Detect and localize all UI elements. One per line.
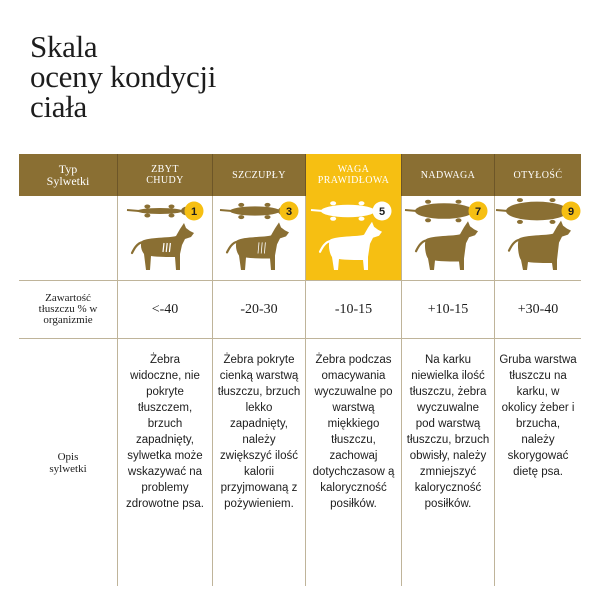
dog-top-view: [127, 205, 193, 218]
description-text-1: Żebra widoczne, nie pokryte tłuszczem, brzuch zapadnięty, sylwetka może wskazywać na problemy zdrowotne psa.: [126, 354, 204, 510]
score-badge-text: 7: [474, 206, 482, 218]
dog-side-view: [509, 221, 571, 270]
fat-label: [19, 281, 118, 338]
dog-figure-3: [306, 196, 401, 280]
dog-silhouette-svg: [118, 196, 212, 280]
header-col-4: [402, 154, 495, 196]
description-5: [495, 339, 581, 586]
description-row: [19, 339, 581, 586]
silhouette-cell-3: [306, 196, 402, 280]
dog-figure-1: [118, 196, 212, 280]
description-text-2: Żebra pokryte cienką warstwą tłuszczu, brzuch lekko zapadnięty, należy zwiększyć ilość kalorii przyjmowaną z pożywieniem.: [217, 354, 301, 510]
description-label: [19, 339, 118, 586]
title-line-2: oceny kondycji: [30, 59, 217, 94]
header-col-1-text: ZBYT CHUDY: [146, 164, 184, 186]
page-title: [30, 29, 217, 124]
dog-figure-2: [213, 196, 305, 280]
header-col-5-text: OTYŁOŚĆ: [513, 169, 563, 181]
header-col-2-text: SZCZUPŁY: [232, 169, 286, 181]
fat-value-1: <-40: [118, 281, 213, 338]
silhouette-cell-2: [213, 196, 306, 280]
table-header-row: [19, 154, 581, 196]
dog-silhouette-svg: [495, 196, 581, 280]
score-badge-text: 3: [285, 206, 293, 218]
header-label: [19, 154, 118, 196]
fat-label-text: Zawartość tłuszczu % w organizmie: [38, 292, 98, 326]
header-col-5: [495, 154, 581, 196]
dog-side-view: [132, 223, 194, 270]
fat-value-4: +10-15: [402, 281, 495, 338]
dog-figure-4: [402, 196, 494, 280]
header-col-4-text: NADWAGA: [420, 169, 476, 181]
header-col-3: [306, 154, 402, 196]
description-text-3: Żebra podczas omacywania wyczuwalne po warstwą miękkiego tłuszczu, zachowaj dotychczasow ą kaloryczność posiłków.: [312, 354, 395, 510]
dog-figure-5: [495, 196, 581, 280]
description-2: [213, 339, 306, 586]
score-badge-text: 5: [378, 206, 386, 218]
fat-content-row: [19, 281, 581, 339]
description-4: [402, 339, 495, 586]
description-3: [306, 339, 402, 586]
header-col-3-text: WAGA PRAWIDŁOWA: [317, 164, 390, 186]
dog-silhouette-svg: [306, 196, 401, 280]
description-1: [118, 339, 213, 586]
silhouette-cell-4: [402, 196, 495, 280]
title-line-3: ciała: [30, 89, 88, 124]
description-text-5: Gruba warstwa tłuszczu na karku, w okolicy żeber i brzucha, należy skorygować dietę psa.: [499, 354, 577, 478]
silhouette-cell-1: [118, 196, 213, 280]
silhouette-row: [19, 196, 581, 281]
dog-silhouette-svg: [402, 196, 494, 280]
dog-side-view: [227, 222, 289, 270]
dog-side-view: [320, 222, 382, 270]
dog-side-view: [416, 221, 478, 270]
header-col-2: [213, 154, 306, 196]
header-label-text: Typ Sylwetki: [46, 162, 90, 188]
score-badge-text: 1: [190, 206, 198, 218]
title-line-1: Skala: [30, 29, 98, 64]
description-text-4: Na karku niewielka ilość tłuszczu, żebra wyczuwalne pod warstwą tłuszczu, brzuch obwisły, należy zmniejszyć kaloryczność posiłków.: [406, 354, 490, 510]
fat-value-3: -10-15: [306, 281, 402, 338]
silhouette-cell-5: [495, 196, 581, 280]
silhouette-row-label: [19, 196, 118, 280]
fat-value-2: -20-30: [213, 281, 306, 338]
header-col-1: [118, 154, 213, 196]
fat-value-5: +30-40: [517, 301, 559, 317]
description-label-text: Opis sylwetki: [49, 450, 87, 475]
dog-silhouette-svg: [213, 196, 305, 280]
score-badge-text: 9: [567, 206, 575, 218]
